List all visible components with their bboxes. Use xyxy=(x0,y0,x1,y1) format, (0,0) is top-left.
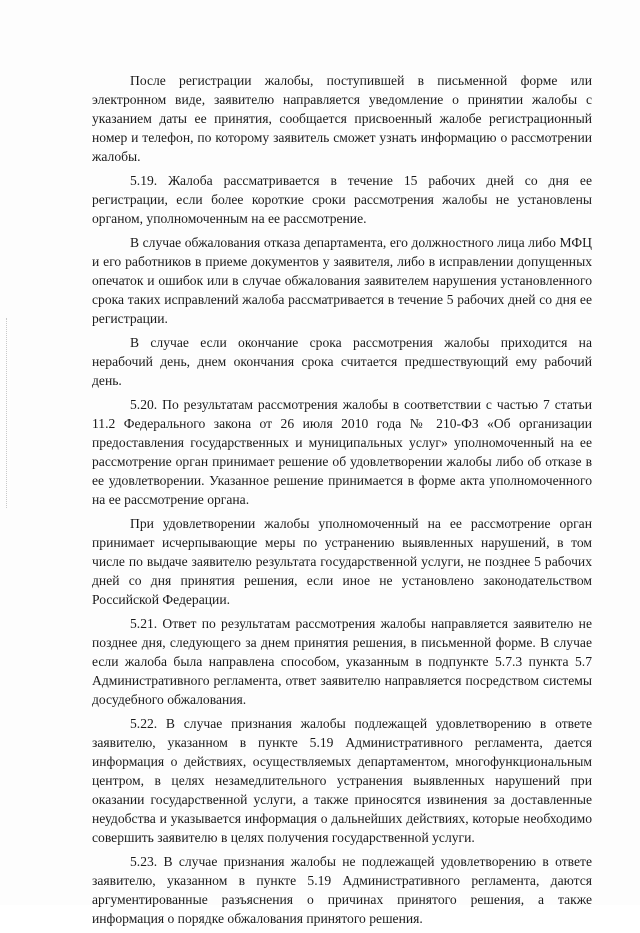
paragraph-5-19: 5.19. Жалоба рассматривается в течение 15 рабочих дней со дня ее регистрации, если более короткие сроки рассмотрения жалобы не установлены органом, уполномоченным на ее рассмотрение. xyxy=(92,173,592,226)
paragraph-non-working-day: В случае если окончание срока рассмотрения жалобы приходится на нерабочий день, днем окончания срока считается предшествующий ему рабочий день. xyxy=(92,335,592,388)
paragraph-5-23: 5.23. В случае признания жалобы не подлежащей удовлетворению в ответе заявителю, указанном в пункте 5.19 Административного регламента, даются аргументированные разъяснения о причинах принятого решения, а также информация о порядке обжалования принятого решения. xyxy=(92,854,592,926)
paragraph-registration-notice: После регистрации жалобы, поступившей в письменной форме или электронном виде, заявителю направляется уведомление о принятии жалобы с указанием даты ее принятия, сообщается присвоенный жалобе регистрационный номер и телефон, по которому заявитель сможет узнать информацию о рассмотрении жалобы. xyxy=(92,73,592,164)
paragraph-5-21: 5.21. Ответ по результатам рассмотрения жалобы направляется заявителю не позднее дня, следующего за днем принятия решения, в письменной форме. В случае если жалоба была направлена способом, указанным в подпункте 5.7.3 пункта 5.7 Административного регламента, ответ заявителю направляется посредством системы досудебного обжалования. xyxy=(92,616,592,707)
scan-margin-mark xyxy=(6,318,9,508)
paragraph-5-22: 5.22. В случае признания жалобы подлежащей удовлетворению в ответе заявителю, указанном в пункте 5.19 Административного регламента, дается информация о действиях, осуществляемых департаментом, многофункциональным центром, в целях незамедлительного устранения выявленных нарушений при оказании государственной услуги, а также приносятся извинения за доставленные неудобства и указывается информация о дальнейших действиях, которые необходимо совершить заявителю в целях получения государственной услуги. xyxy=(92,716,592,845)
paragraph-5-20: 5.20. По результатам рассмотрения жалобы в соответствии с частью 7 статьи 11.2 Федерального закона от 26 июля 2010 года № 210-ФЗ «Об организации предоставления государственных и муниципальных услуг» уполномоченный на ее рассмотрение орган принимает решение об удовлетворении жалобы либо об отказе в ее удовлетворении. Указанное решение принимается в форме акта уполномоченного на ее рассмотрение органа. xyxy=(92,397,592,507)
document-body xyxy=(92,71,592,933)
paragraph-refusal-appeal: В случае обжалования отказа департамента, его должностного лица либо МФЦ и его работников в приеме документов у заявителя, либо в исправлении допущенных опечаток и ошибок или в случае обжалования заявителем нарушения установленного срока таких исправлений жалоба рассматривается в течение 5 рабочих дней со дня ее регистрации. xyxy=(92,235,592,326)
paragraph-satisfaction-measures: При удовлетворении жалобы уполномоченный на ее рассмотрение орган принимает исчерпывающие меры по устранению выявленных нарушений, в том числе по выдаче заявителю результата государственной услуги, не позднее 5 рабочих дней со дня принятия решения, если иное не установлено законодательством Российской Федерации. xyxy=(92,516,592,607)
